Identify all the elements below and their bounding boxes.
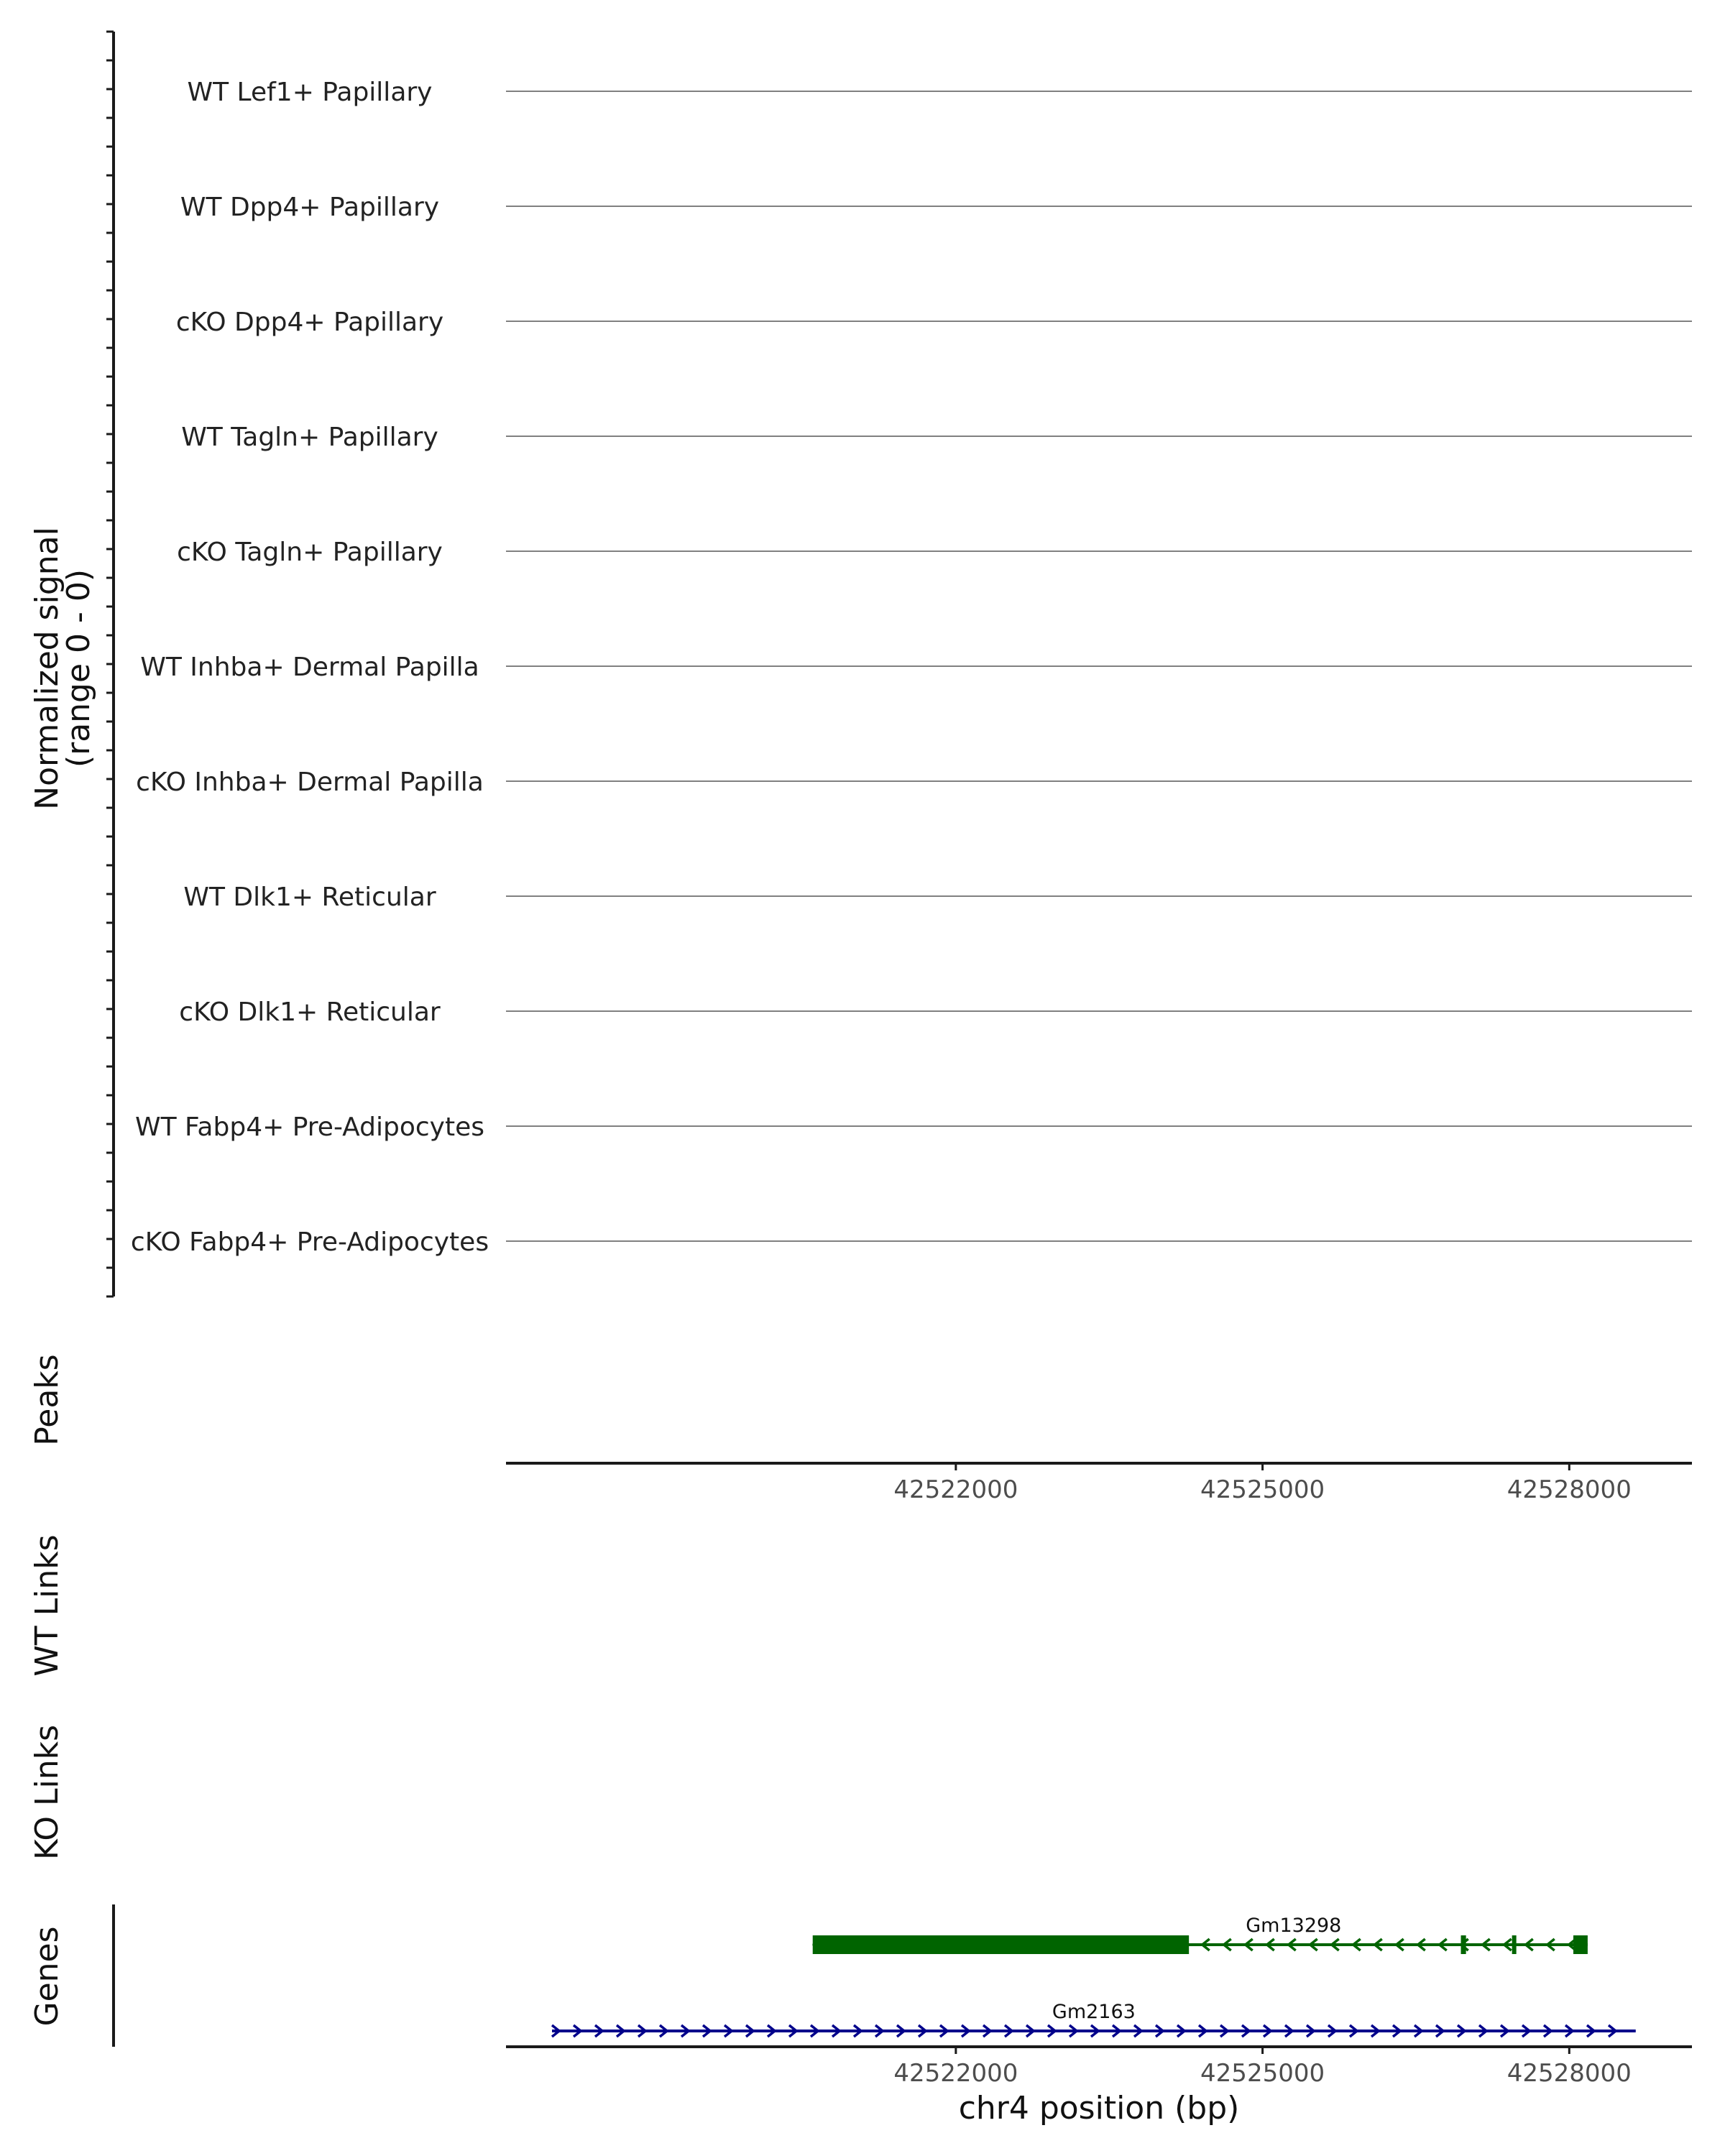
coverage-tracks (131, 78, 1692, 1257)
genes-x-ticks (893, 2047, 1725, 2088)
peaks-panel (29, 1354, 1725, 1504)
genes-x-tick-label: 42522000 (893, 2059, 1018, 2088)
ko-links-track-label: KO Links (29, 1724, 65, 1861)
coverage-track-label: WT Inhba+ Dermal Papilla (140, 653, 479, 682)
coverage-track-label: WT Dlk1+ Reticular (183, 883, 436, 912)
gene-exon (1512, 1935, 1517, 1954)
peaks-x-tick-label: 42528000 (1506, 1475, 1632, 1504)
coverage-panel (29, 32, 1692, 1296)
genes-x-tick-label: 42528000 (1506, 2059, 1632, 2088)
coverage-track-label: WT Lef1+ Papillary (187, 78, 433, 107)
coverage-track-label: cKO Fabp4+ Pre-Adipocytes (130, 1227, 489, 1257)
coverage-y-axis-subtitle: (range 0 - 0) (60, 568, 97, 768)
gene-exon (813, 1935, 1189, 1954)
coverage-y-axis-title: Normalized signal (29, 527, 65, 810)
gene-exon (1573, 1935, 1588, 1954)
links-panel (29, 1534, 65, 1860)
coverage-track-label: WT Fabp4+ Pre-Adipocytes (135, 1112, 484, 1142)
coverage-track-label: cKO Dlk1+ Reticular (179, 998, 441, 1027)
genes-panel (29, 1904, 1725, 2127)
gene-name-label: Gm13298 (1246, 1915, 1342, 1937)
peaks-x-ticks (893, 1463, 1725, 1504)
peaks-x-tick-label: 42525000 (1200, 1475, 1325, 1504)
coverage-track-label: cKO Dpp4+ Papillary (175, 308, 444, 337)
gene-models (552, 1915, 1636, 2037)
coverage-track-label: WT Tagln+ Papillary (181, 423, 438, 452)
coverage-track-label: WT Dpp4+ Papillary (180, 193, 440, 222)
x-axis-title: chr4 position (bp) (958, 2090, 1240, 2127)
coverage-track-label: cKO Inhba+ Dermal Papilla (136, 768, 484, 797)
wt-links-track-label: WT Links (29, 1534, 65, 1677)
genes-x-tick-label: 42525000 (1200, 2059, 1325, 2088)
peaks-track-label: Peaks (29, 1354, 65, 1446)
gene-name-label: Gm2163 (1052, 2001, 1136, 2023)
gene-exon (1461, 1935, 1466, 1954)
peaks-x-tick-label: 42522000 (893, 1475, 1018, 1504)
genes-track-label: Genes (29, 1926, 65, 2027)
coverage-track-label: cKO Tagln+ Papillary (177, 538, 443, 567)
